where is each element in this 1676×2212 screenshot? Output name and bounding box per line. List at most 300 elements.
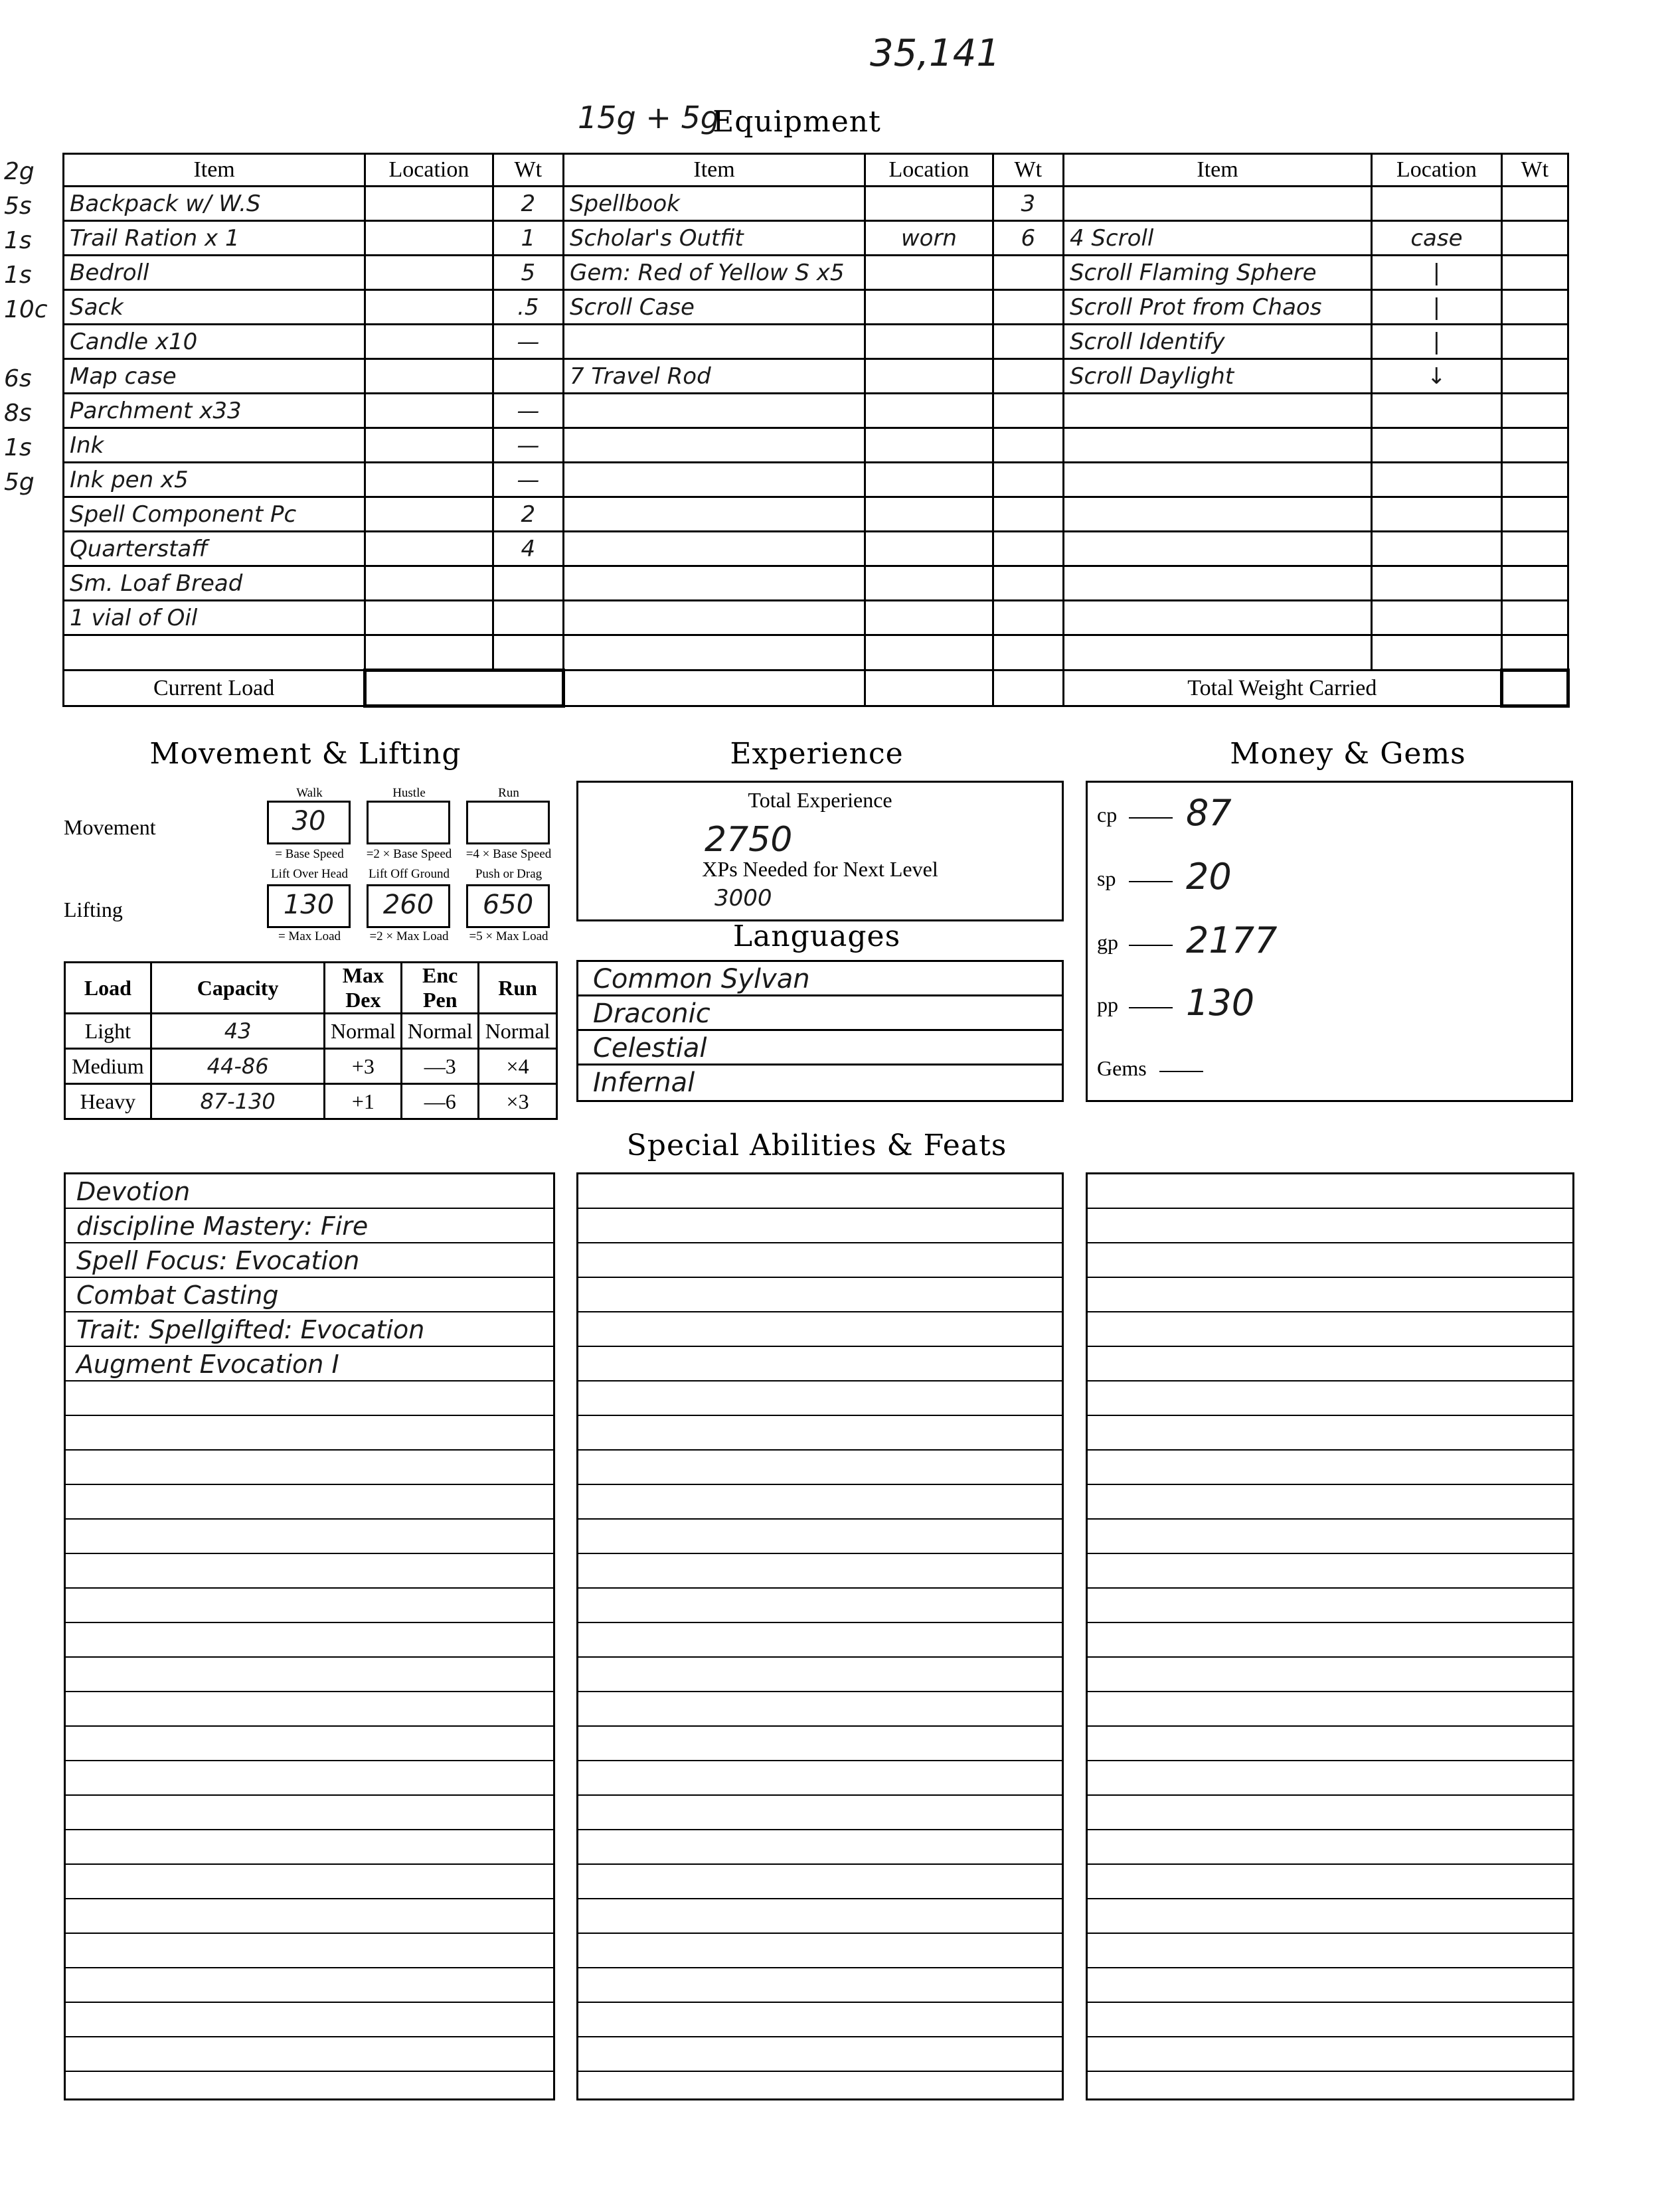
movement-value-box[interactable] [466, 801, 550, 844]
equipment-location-cell[interactable] [365, 256, 493, 290]
equipment-location-cell[interactable] [1372, 635, 1502, 671]
equipment-location-cell[interactable] [365, 428, 493, 463]
ability-line[interactable] [1088, 1243, 1572, 1278]
ability-line[interactable] [1088, 1312, 1572, 1347]
equipment-item-cell[interactable] [1063, 635, 1371, 671]
equipment-row [64, 256, 1568, 290]
equipment-row [64, 187, 1568, 221]
load-cell: Heavy [65, 1084, 151, 1119]
equipment-location-cell[interactable]: | [1372, 256, 1502, 290]
equipment-wt-cell[interactable] [993, 463, 1063, 497]
money-label-gems: Gems [1097, 1056, 1147, 1080]
equipment-location-cell[interactable] [865, 635, 993, 671]
equipment-item-cell[interactable] [563, 428, 865, 463]
equipment-wt-cell[interactable] [993, 566, 1063, 601]
ability-line[interactable] [1088, 1658, 1572, 1692]
equipment-wt-cell[interactable] [993, 532, 1063, 566]
margin-note: 1s [4, 434, 32, 461]
equipment-item-cell[interactable] [563, 635, 865, 671]
equipment-item-cell[interactable]: Candle x10 [64, 325, 365, 359]
movement-value-box[interactable] [367, 801, 450, 844]
ability-line[interactable] [1088, 1174, 1572, 1209]
load-row [65, 1014, 557, 1049]
ability-line[interactable] [578, 1727, 1062, 1761]
ability-line[interactable] [66, 1623, 553, 1658]
equipment-item-cell[interactable] [563, 566, 865, 601]
equipment-item-cell[interactable] [563, 325, 865, 359]
load-header: Enc Pen [402, 963, 479, 1014]
equipment-location-cell[interactable] [365, 325, 493, 359]
equipment-location-cell[interactable] [865, 601, 993, 635]
equipment-item-cell[interactable] [563, 532, 865, 566]
load-cell: Medium [65, 1049, 151, 1084]
equipment-location-cell[interactable] [365, 187, 493, 221]
equipment-location-cell[interactable] [365, 394, 493, 428]
equipment-location-cell[interactable] [1372, 428, 1502, 463]
equipment-item-cell[interactable]: Scroll Case [563, 290, 865, 325]
equipment-location-cell[interactable] [365, 463, 493, 497]
ability-line[interactable] [66, 1934, 553, 1968]
abilities-column-1 [64, 1172, 555, 2100]
ability-line[interactable] [66, 1382, 553, 1416]
ability-line[interactable]: Devotion [66, 1174, 553, 1209]
load-header: Load [65, 963, 151, 1014]
item-header: Item [1063, 154, 1371, 187]
ability-line[interactable] [66, 1968, 553, 2003]
lift-value-box[interactable]: 260 [367, 884, 450, 928]
ability-line[interactable] [66, 1899, 553, 1934]
ability-line[interactable]: Augment Evocation I [66, 1347, 553, 1382]
languages-box [576, 960, 1064, 1102]
ability-line[interactable] [1088, 1485, 1572, 1520]
ability-line[interactable] [578, 1658, 1062, 1692]
ability-line[interactable] [578, 1830, 1062, 1865]
equipment-footer-row [64, 671, 1568, 706]
equipment-wt-cell[interactable] [1501, 601, 1568, 635]
equipment-location-cell[interactable] [365, 221, 493, 256]
equipment-item-cell[interactable] [1063, 463, 1371, 497]
ability-line[interactable] [66, 1589, 553, 1623]
current-load-field[interactable] [365, 671, 564, 706]
wt-header: Wt [1501, 154, 1568, 187]
top-note: 15g + 5g [578, 100, 720, 135]
equipment-row [64, 601, 1568, 635]
equipment-location-cell[interactable] [865, 394, 993, 428]
ability-line[interactable] [66, 1796, 553, 1830]
lift-sub-label: =5 × Max Load [469, 929, 548, 943]
ability-line[interactable] [1088, 1589, 1572, 1623]
equipment-wt-cell[interactable] [1501, 256, 1568, 290]
ability-line[interactable] [1088, 2037, 1572, 2072]
abilities-column-2 [576, 1172, 1064, 2100]
ability-line[interactable] [66, 1485, 553, 1520]
equipment-wt-cell[interactable] [493, 359, 563, 394]
equipment-item-cell[interactable]: Scroll Identify [1063, 325, 1371, 359]
equipment-wt-cell[interactable] [993, 325, 1063, 359]
movement-title: Movement & Lifting [149, 737, 461, 771]
ability-line[interactable] [578, 1312, 1062, 1347]
equipment-location-cell[interactable] [865, 566, 993, 601]
equipment-wt-cell[interactable] [1501, 359, 1568, 394]
money-value-sp[interactable]: 20 [1186, 856, 1232, 898]
language-line[interactable]: Celestial [578, 1031, 1062, 1066]
equipment-location-cell[interactable] [1372, 394, 1502, 428]
location-header: Location [865, 154, 993, 187]
next-level-label: XPs Needed for Next Level [702, 857, 938, 881]
equipment-wt-cell[interactable] [993, 601, 1063, 635]
margin-note: 1s [4, 262, 32, 289]
equipment-item-cell[interactable]: Quarterstaff [64, 532, 365, 566]
equipment-wt-cell[interactable]: 6 [993, 221, 1063, 256]
equipment-item-cell[interactable] [1063, 566, 1371, 601]
load-cell: +1 [325, 1084, 402, 1119]
ability-line[interactable] [66, 1830, 553, 1865]
equipment-wt-cell[interactable] [1501, 325, 1568, 359]
equipment-item-cell[interactable] [1063, 601, 1371, 635]
equipment-location-cell[interactable] [365, 359, 493, 394]
equipment-row [64, 428, 1568, 463]
margin-note: 6s [4, 365, 32, 392]
movement-label: Movement [64, 815, 156, 839]
total-weight-label: Total Weight Carried [1063, 671, 1501, 706]
next-level-value[interactable]: 3000 [714, 885, 772, 911]
equipment-item-cell[interactable]: Bedroll [64, 256, 365, 290]
ability-line[interactable] [1088, 1347, 1572, 1382]
ability-line[interactable] [578, 1520, 1062, 1554]
equipment-wt-cell[interactable]: .5 [493, 290, 563, 325]
equipment-location-cell[interactable] [865, 359, 993, 394]
equipment-location-cell[interactable] [865, 325, 993, 359]
ability-line[interactable] [66, 1554, 553, 1589]
equipment-wt-cell[interactable] [1501, 532, 1568, 566]
equipment-location-cell[interactable] [1372, 497, 1502, 532]
equipment-wt-cell[interactable] [993, 394, 1063, 428]
equipment-wt-cell[interactable]: 2 [493, 497, 563, 532]
load-cell: Normal [402, 1014, 479, 1049]
ability-line[interactable] [1088, 1692, 1572, 1727]
equipment-item-cell[interactable] [563, 601, 865, 635]
ability-line[interactable] [578, 1934, 1062, 1968]
equipment-wt-cell[interactable] [493, 601, 563, 635]
equipment-item-cell[interactable]: Spellbook [563, 187, 865, 221]
ability-line[interactable] [1088, 1934, 1572, 1968]
equipment-row [64, 325, 1568, 359]
lift-sub-label: = Max Load [278, 929, 341, 943]
equipment-wt-cell[interactable]: 2 [493, 187, 563, 221]
ability-line[interactable] [66, 1692, 553, 1727]
ability-line[interactable] [1088, 1623, 1572, 1658]
load-row [65, 1049, 557, 1084]
ability-line[interactable] [578, 1761, 1062, 1796]
movement-sub-label: =2 × Base Speed [366, 847, 452, 861]
equipment-item-cell[interactable]: Map case [64, 359, 365, 394]
ability-line[interactable] [66, 1727, 553, 1761]
equipment-item-cell[interactable] [563, 463, 865, 497]
margin-note: 2g [4, 158, 35, 185]
ability-line[interactable] [578, 1416, 1062, 1451]
equipment-location-cell[interactable] [865, 497, 993, 532]
ability-line[interactable] [578, 1899, 1062, 1934]
equipment-location-cell[interactable] [1372, 601, 1502, 635]
equipment-location-cell[interactable] [365, 290, 493, 325]
ability-line[interactable] [66, 1520, 553, 1554]
money-value-cp[interactable]: 87 [1186, 792, 1232, 834]
money-dash [1129, 945, 1173, 946]
ability-line[interactable] [1088, 1554, 1572, 1589]
load-cell[interactable]: 44-86 [151, 1049, 325, 1084]
wt-header: Wt [993, 154, 1063, 187]
total-weight-field[interactable] [1501, 671, 1568, 706]
experience-title: Experience [730, 737, 904, 771]
ability-line[interactable] [578, 1554, 1062, 1589]
equipment-row [64, 290, 1568, 325]
ability-line[interactable] [1088, 1209, 1572, 1243]
lift-col-label: Lift Off Ground [368, 867, 450, 881]
ability-line[interactable] [66, 1761, 553, 1796]
ability-line[interactable] [1088, 1968, 1572, 2003]
item-header: Item [563, 154, 865, 187]
load-cell: Normal [325, 1014, 402, 1049]
equipment-title: Equipment [712, 105, 881, 139]
equipment-item-cell[interactable] [563, 394, 865, 428]
equipment-item-cell[interactable]: Sm. Loaf Bread [64, 566, 365, 601]
equipment-wt-cell[interactable]: 1 [493, 221, 563, 256]
equipment-item-cell[interactable]: 4 Scroll [1063, 221, 1371, 256]
equipment-item-cell[interactable]: Ink [64, 428, 365, 463]
movement-value-box[interactable]: 30 [267, 801, 351, 844]
ability-line[interactable] [1088, 1865, 1572, 1899]
ability-line[interactable] [1088, 1382, 1572, 1416]
equipment-wt-cell[interactable] [1501, 221, 1568, 256]
equipment-location-cell[interactable] [865, 290, 993, 325]
equipment-item-cell[interactable]: Scroll Prot from Chaos [1063, 290, 1371, 325]
equipment-item-cell[interactable] [1063, 394, 1371, 428]
ability-line[interactable] [578, 1451, 1062, 1485]
load-cell: +3 [325, 1049, 402, 1084]
equipment-wt-cell[interactable] [993, 290, 1063, 325]
equipment-wt-cell[interactable] [993, 256, 1063, 290]
ability-line[interactable] [578, 2003, 1062, 2037]
equipment-wt-cell[interactable] [1501, 428, 1568, 463]
ability-line[interactable] [66, 2037, 553, 2072]
equipment-wt-cell[interactable] [1501, 497, 1568, 532]
margin-note: 5s [4, 193, 32, 220]
wt-header: Wt [493, 154, 563, 187]
equipment-location-cell[interactable]: ↓ [1372, 359, 1502, 394]
load-table [64, 961, 558, 1120]
language-line[interactable]: Common Sylvan [578, 962, 1062, 996]
ability-line[interactable] [578, 1243, 1062, 1278]
ability-line[interactable] [1088, 1520, 1572, 1554]
ability-line[interactable] [1088, 1451, 1572, 1485]
equipment-location-cell[interactable] [1372, 187, 1502, 221]
equipment-item-cell[interactable] [1063, 187, 1371, 221]
ability-line[interactable] [1088, 1761, 1572, 1796]
ability-line[interactable] [66, 1865, 553, 1899]
equipment-wt-cell[interactable] [1501, 290, 1568, 325]
equipment-row [64, 463, 1568, 497]
ability-line[interactable] [578, 1589, 1062, 1623]
ability-line[interactable] [578, 1623, 1062, 1658]
equipment-table [62, 153, 1570, 708]
equipment-item-cell[interactable]: Sack [64, 290, 365, 325]
equipment-location-cell[interactable] [1372, 532, 1502, 566]
equipment-item-cell[interactable]: Backpack w/ W.S [64, 187, 365, 221]
money-label-sp: sp [1097, 866, 1116, 890]
languages-title: Languages [732, 919, 901, 953]
load-cell: —6 [402, 1084, 479, 1119]
equipment-row [64, 359, 1568, 394]
ability-line[interactable] [66, 1658, 553, 1692]
equipment-item-cell[interactable] [1063, 532, 1371, 566]
equipment-wt-cell[interactable] [993, 359, 1063, 394]
item-header: Item [64, 154, 365, 187]
equipment-location-cell[interactable] [1372, 566, 1502, 601]
equipment-item-cell[interactable] [1063, 497, 1371, 532]
language-line[interactable]: Draconic [578, 996, 1062, 1031]
location-header: Location [365, 154, 493, 187]
equipment-wt-cell[interactable] [1501, 635, 1568, 671]
money-value-gp[interactable]: 2177 [1186, 919, 1278, 961]
equipment-item-cell[interactable]: 7 Travel Rod [563, 359, 865, 394]
margin-note: 5g [4, 469, 35, 496]
equipment-wt-cell[interactable] [493, 635, 563, 671]
equipment-location-cell[interactable] [865, 187, 993, 221]
ability-line[interactable] [1088, 2003, 1572, 2037]
ability-line[interactable] [66, 1416, 553, 1451]
money-dash [1129, 817, 1173, 819]
lift-col-label: Lift Over Head [270, 867, 349, 881]
ability-line[interactable] [1088, 1796, 1572, 1830]
current-load-label: Current Load [64, 671, 365, 706]
ability-line[interactable]: Trait: Spellgifted: Evocation [66, 1312, 553, 1347]
ability-line[interactable] [1088, 1830, 1572, 1865]
equipment-wt-cell[interactable] [993, 497, 1063, 532]
equipment-wt-cell[interactable] [1501, 187, 1568, 221]
equipment-wt-cell[interactable]: — [493, 428, 563, 463]
margin-note: 10c [4, 296, 48, 323]
money-label-gp: gp [1097, 930, 1118, 954]
equipment-item-cell[interactable] [64, 635, 365, 671]
ability-line[interactable] [578, 1209, 1062, 1243]
equipment-item-cell[interactable] [1063, 428, 1371, 463]
equipment-location-cell[interactable] [365, 532, 493, 566]
load-cell: Light [65, 1014, 151, 1049]
ability-line[interactable] [578, 1796, 1062, 1830]
lift-col-label: Push or Drag [475, 867, 543, 881]
equipment-location-cell[interactable] [365, 635, 493, 671]
ability-line[interactable] [1088, 1899, 1572, 1934]
equipment-location-cell[interactable] [365, 566, 493, 601]
equipment-location-cell[interactable]: | [1372, 290, 1502, 325]
equipment-item-cell[interactable]: Scroll Daylight [1063, 359, 1371, 394]
ability-line[interactable] [1088, 1416, 1572, 1451]
ability-line[interactable] [1088, 1278, 1572, 1312]
ability-line[interactable]: Spell Focus: Evocation [66, 1243, 553, 1278]
equipment-item-cell[interactable] [563, 497, 865, 532]
equipment-wt-cell[interactable]: 4 [493, 532, 563, 566]
equipment-location-cell[interactable] [865, 256, 993, 290]
abilities-title: Special Abilities & Feats [626, 1129, 1007, 1162]
equipment-wt-cell[interactable] [493, 566, 563, 601]
equipment-wt-cell[interactable] [1501, 566, 1568, 601]
equipment-location-cell[interactable]: case [1372, 221, 1502, 256]
movement-col-label: Hustle [392, 786, 426, 800]
ability-line[interactable] [578, 1485, 1062, 1520]
ability-line[interactable] [578, 1278, 1062, 1312]
equipment-item-cell[interactable]: Trail Ration x 1 [64, 221, 365, 256]
equipment-row [64, 497, 1568, 532]
ability-line[interactable] [578, 2037, 1062, 2072]
equipment-wt-cell[interactable] [1501, 394, 1568, 428]
equipment-location-cell[interactable]: | [1372, 325, 1502, 359]
load-cell[interactable]: 87-130 [151, 1084, 325, 1119]
equipment-location-cell[interactable] [365, 601, 493, 635]
equipment-item-cell[interactable]: Ink pen x5 [64, 463, 365, 497]
ability-line[interactable] [66, 2003, 553, 2037]
equipment-item-cell[interactable]: 1 vial of Oil [64, 601, 365, 635]
equipment-item-cell[interactable]: Scroll Flaming Sphere [1063, 256, 1371, 290]
load-header-row [65, 963, 557, 1014]
equipment-location-cell[interactable] [365, 497, 493, 532]
ability-line[interactable] [578, 1347, 1062, 1382]
money-title: Money & Gems [1230, 737, 1466, 771]
ability-line[interactable] [578, 1174, 1062, 1209]
ability-line[interactable] [578, 1382, 1062, 1416]
equipment-location-cell[interactable] [865, 428, 993, 463]
page-note: 35,141 [870, 32, 1000, 75]
equipment-wt-cell[interactable]: — [493, 463, 563, 497]
equipment-wt-cell[interactable]: — [493, 394, 563, 428]
ability-line[interactable] [578, 1968, 1062, 2003]
equipment-wt-cell[interactable] [1501, 463, 1568, 497]
lift-value-box[interactable]: 130 [267, 884, 351, 928]
total-experience-value[interactable]: 2750 [705, 820, 793, 860]
money-dash [1129, 1007, 1173, 1008]
load-cell[interactable]: 43 [151, 1014, 325, 1049]
equipment-location-cell[interactable] [1372, 463, 1502, 497]
equipment-item-cell[interactable]: Scholar's Outfit [563, 221, 865, 256]
ability-line[interactable] [578, 1865, 1062, 1899]
equipment-location-cell[interactable]: worn [865, 221, 993, 256]
equipment-location-cell[interactable] [865, 463, 993, 497]
movement-sub-label: =4 × Base Speed [465, 847, 552, 861]
language-line[interactable]: Infernal [593, 1067, 695, 1098]
equipment-item-cell[interactable]: Spell Component Pc [64, 497, 365, 532]
load-header: Run [479, 963, 557, 1014]
equipment-wt-cell[interactable] [993, 635, 1063, 671]
equipment-location-cell[interactable] [865, 532, 993, 566]
equipment-item-cell[interactable]: Gem: Red of Yellow S x5 [563, 256, 865, 290]
equipment-wt-cell[interactable] [993, 428, 1063, 463]
lifting-label: Lifting [64, 898, 123, 921]
total-experience-label: Total Experience [748, 788, 892, 812]
ability-line[interactable] [66, 1451, 553, 1485]
movement-sub-label: = Base Speed [275, 847, 344, 861]
equipment-wt-cell[interactable]: — [493, 325, 563, 359]
equipment-item-cell[interactable]: Parchment x33 [64, 394, 365, 428]
load-cell: —3 [402, 1049, 479, 1084]
equipment-wt-cell[interactable]: 3 [993, 187, 1063, 221]
ability-line[interactable] [1088, 1727, 1572, 1761]
lift-value-box[interactable]: 650 [466, 884, 550, 928]
ability-line[interactable] [578, 1692, 1062, 1727]
margin-note: 8s [4, 400, 32, 427]
money-value-pp[interactable]: 130 [1186, 982, 1255, 1024]
ability-line[interactable]: Combat Casting [66, 1278, 553, 1312]
equipment-wt-cell[interactable]: 5 [493, 256, 563, 290]
ability-line[interactable]: discipline Mastery: Fire [66, 1209, 553, 1243]
